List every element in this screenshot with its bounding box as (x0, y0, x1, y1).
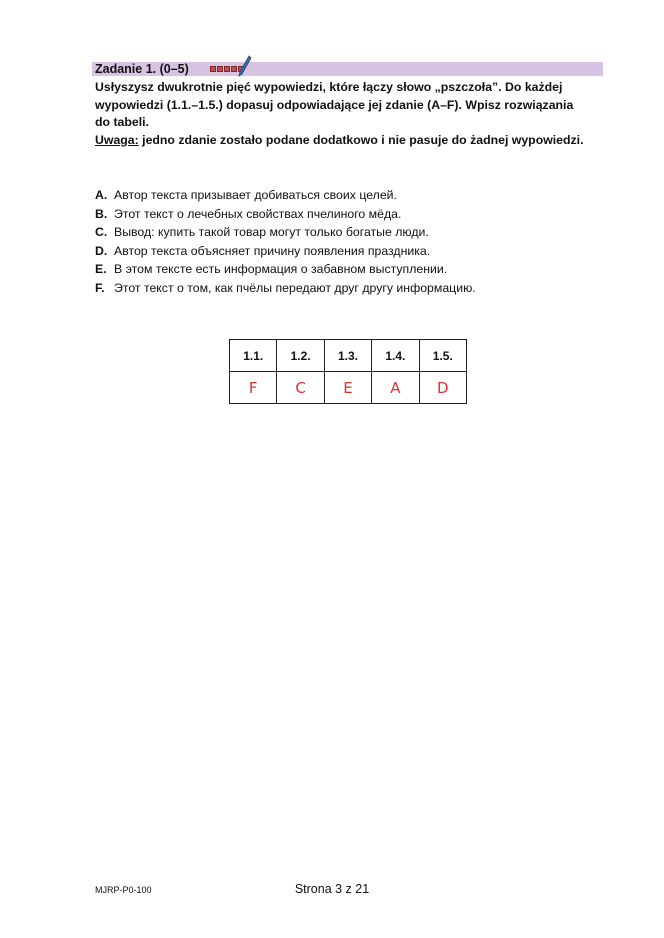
task-instructions (95, 79, 595, 149)
answer-table-header-row (230, 340, 467, 372)
option-letter: A. (95, 188, 108, 202)
footer-code: MJRP-P0-100 (95, 885, 152, 895)
instruction-line: Usłyszysz dwukrotnie pięć wypowiedzi, które łączy słowo „pszczoła”. Do każdej (95, 80, 563, 94)
answer-header: 1.1. (230, 340, 277, 372)
score-box (231, 66, 237, 72)
option-text: Вывод: купить такой товар могут только богатые люди. (114, 225, 429, 239)
answer-cell[interactable]: C (277, 372, 324, 404)
answer-cell[interactable]: A (372, 372, 419, 404)
option-letter: B. (95, 206, 108, 221)
option-letter: D. (95, 243, 108, 258)
note-label: Uwaga: (95, 132, 139, 147)
option-item (95, 260, 615, 279)
option-letter: C. (95, 225, 108, 239)
task-note (95, 132, 595, 150)
option-text: Этот текст о том, как пчёлы передают друг другу информацию. (114, 280, 476, 295)
answer-header: 1.5. (419, 340, 466, 372)
answer-cell[interactable]: D (419, 372, 466, 404)
option-item (95, 279, 615, 298)
score-box (224, 66, 230, 72)
options-list (95, 186, 615, 297)
task-title: Zadanie 1. (0–5) (95, 62, 189, 76)
option-text: Этот текст о лечебных свойствах пчелиного мёда. (114, 206, 402, 221)
option-letter: E. (95, 262, 107, 276)
instruction-line: wypowiedzi (1.1.–1.5.) dopasuj odpowiadające jej zdanie (A–F). Wpisz rozwiązania (95, 97, 574, 112)
score-box (217, 66, 223, 72)
note-text: jedno zdanie zostało podane dodatkowo i nie pasuje do żadnej wypowiedzi. (138, 132, 584, 147)
option-item (95, 205, 615, 224)
answer-table (229, 339, 467, 404)
answer-table-answer-row (230, 372, 467, 404)
answer-header: 1.4. (372, 340, 419, 372)
option-text: Автор текста объясняет причину появления праздника. (114, 243, 431, 258)
option-item (95, 223, 615, 242)
option-item (95, 242, 615, 261)
page-number: Strona 3 z 21 (294, 882, 370, 896)
option-text: Автор текста призывает добиваться своих целей. (114, 188, 397, 202)
answer-header: 1.3. (324, 340, 371, 372)
option-item (95, 186, 615, 205)
score-box (210, 66, 216, 72)
pen-icon (238, 55, 252, 77)
instruction-line: do tabeli. (95, 115, 149, 129)
option-letter: F. (95, 280, 105, 295)
answer-cell[interactable]: E (324, 372, 371, 404)
answer-cell[interactable]: F (230, 372, 277, 404)
answer-header: 1.2. (277, 340, 324, 372)
option-text: В этом тексте есть информация о забавном выступлении. (114, 262, 448, 276)
